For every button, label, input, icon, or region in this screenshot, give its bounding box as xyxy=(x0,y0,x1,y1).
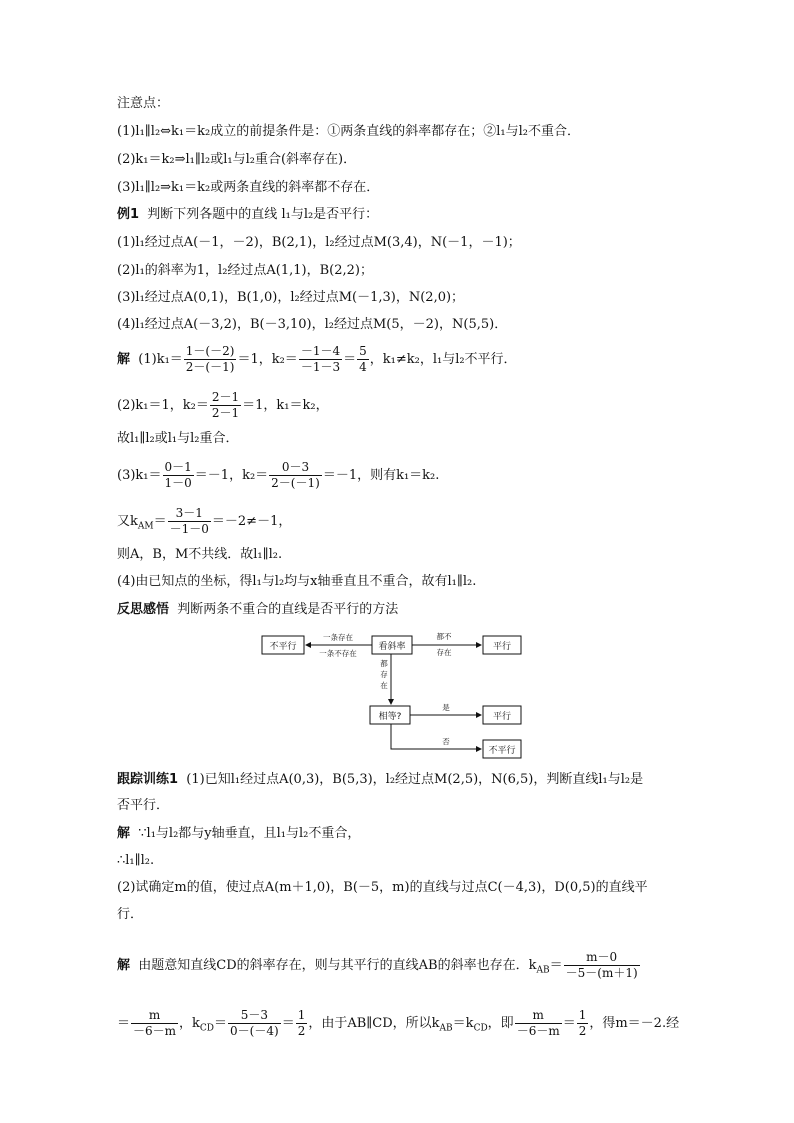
followup-question-1: 跟踪训练1 (1)已知l₁经过点A(0,3)，B(5,3)，l₂经过点M(2,5)，N(6,5)，判断直线l₁与l₂是 xyxy=(117,772,644,787)
note-1: (1)l₁∥l₂⇔k₁＝k₂成立的前提条件是：①两条直线的斜率都存在；②l₁与l₂不重合． xyxy=(117,124,580,139)
example-1-part-4: (4)l₁经过点A(－3,2)，B(－3,10)，l₂经过点M(5，－2)，N(5,5)． xyxy=(117,317,508,332)
example-1-part-1: (1)l₁经过点A(－1，－2)，B(2,1)，l₂经过点M(3,4)，N(－1，－1)； xyxy=(117,235,521,250)
both-not-label-2: 存在 xyxy=(436,648,452,657)
arrow-no xyxy=(391,724,481,749)
note-3: (3)l₁∥l₂⇒k₁＝k₂或两条直线的斜率都不存在． xyxy=(117,180,380,195)
both-not-label-1: 都不 xyxy=(436,632,452,641)
solution-2-conclusion: 故l₁∥l₂或l₁与l₂重合． xyxy=(117,431,239,446)
equal-label: 相等? xyxy=(378,712,402,722)
not-parallel-bottom-label: 不平行 xyxy=(488,746,516,756)
one-not-exists-label: 一条不存在 xyxy=(319,649,357,658)
solution-4: (4)由已知点的坐标，得l₁与l₂均与x轴垂直且不重合，故有l₁∥l₂. xyxy=(117,574,477,589)
solution-3: (3)k₁＝ $\frac{0-1}{1-0}$ ＝－1，k₂＝ $\frac{0-3}{2-(-1)}$ ＝－1，则有k₁＝k₂. xyxy=(117,460,440,490)
followup-solution-2: 解 由题意知直线CD的斜率存在，则与其平行的直线AB的斜率也存在．$k_{AB}=$ $\frac{m-0}{-5-(m+1)}$ xyxy=(117,950,638,980)
parallel-top-label: 平行 xyxy=(492,642,512,652)
note-2: (2)k₁＝k₂⇒l₁∥l₂或l₁与l₂重合(斜率存在)． xyxy=(117,152,357,167)
followup-solution-1-conclusion: ∴l₁∥l₂. xyxy=(117,853,155,868)
fraction: $\frac{0-1}{1-0}$ xyxy=(164,460,192,490)
parallel-mid-label: 平行 xyxy=(492,712,512,722)
both-label-2: 存 xyxy=(380,670,388,679)
flowchart xyxy=(256,628,546,764)
fraction: $\frac{2-1}{2-1}$ xyxy=(211,390,240,420)
fraction: $\frac{m}{-6-m}$ xyxy=(133,1008,177,1038)
both-label-1: 都 xyxy=(380,659,388,668)
example-1-part-3: (3)l₁经过点A(0,1)，B(1,0)，l₂经过点M(－1,3)，N(2,0)； xyxy=(117,290,465,305)
notes-title: 注意点： xyxy=(117,96,170,111)
fraction: $\frac{m-0}{-5-(m+1)}$ xyxy=(565,950,638,980)
fraction: $\frac{5}{4}$ xyxy=(359,344,367,374)
example-1-part-2: (2)l₁的斜率为1，l₂经过点A(1,1)，B(2,2)； xyxy=(117,263,374,278)
fraction: $\frac{3-1}{-1-0}$ xyxy=(169,506,209,536)
solution-1: 解 (1)k₁＝ $\frac{1-(-2)}{2-(-1)}$ ＝1，k₂＝ $\frac{-1-4}{-1-3}$ ＝ $\frac{5}{4}$ ，k₁≠k₂，l₁与l₂不平行． xyxy=(117,344,517,374)
yes-label: 是 xyxy=(442,703,450,712)
not-parallel-label: 不平行 xyxy=(269,642,297,652)
fraction: $\frac{1}{2}$ xyxy=(297,1008,306,1038)
solution-2: (2)k₁＝1，k₂＝ $\frac{2-1}{2-1}$ ＝1，k₁＝k₂， xyxy=(117,390,329,420)
followup-solution-1: 解 ∵l₁与l₂都与y轴垂直，且l₁与l₂不重合， xyxy=(117,826,361,841)
followup-question-2: (2)试确定m的值，使过点A(m＋1,0)，B(－5，m)的直线与过点C(－4,3)，D(0,5)的直线平 xyxy=(117,880,648,895)
followup-solution-2-cont: ＝ $\frac{m}{-6-m}$ ，$k_{CD}=$ $\frac{5-3}{0-(-4)}$ ＝ $\frac{1}{2}$ ，由于AB∥CD，所以$k_{AB}=k_{CD}$，即 $\frac{m}{-6-m}$ ＝ $\frac{1}{2}$ ，得m＝－2.经 xyxy=(117,1008,680,1038)
fraction: $\frac{1}{2}$ xyxy=(578,1008,587,1038)
solution-3-conclusion: 则A，B，M不共线．故l₁∥l₂. xyxy=(117,547,283,562)
fraction: $\frac{5-3}{0-(-4)}$ xyxy=(230,1008,279,1038)
reflection-heading: 反思感悟 判断两条不重合的直线是否平行的方法 xyxy=(117,602,399,617)
check-slope-label: 看斜率 xyxy=(378,642,406,652)
no-label: 否 xyxy=(442,737,450,746)
followup-question-2-cont: 行． xyxy=(117,907,144,922)
fraction: $\frac{1-(-2)}{2-(-1)}$ xyxy=(185,344,235,374)
one-exists-label: 一条存在 xyxy=(323,633,353,642)
fraction: $\frac{-1-4}{-1-3}$ xyxy=(300,344,341,374)
both-label-3: 在 xyxy=(380,681,388,690)
fraction: $\frac{0-3}{2-(-1)}$ xyxy=(271,460,320,490)
followup-question-1-cont: 否平行． xyxy=(117,798,170,813)
solution-3-kam: 又$k_{AM}=$ $\frac{3-1}{-1-0}$ ＝－2≠－1， xyxy=(117,506,292,536)
fraction: $\frac{m}{-6-m}$ xyxy=(516,1008,560,1038)
example-1-heading: 例1 判断下列各题中的直线 l₁与l₂是否平行： xyxy=(117,207,379,222)
